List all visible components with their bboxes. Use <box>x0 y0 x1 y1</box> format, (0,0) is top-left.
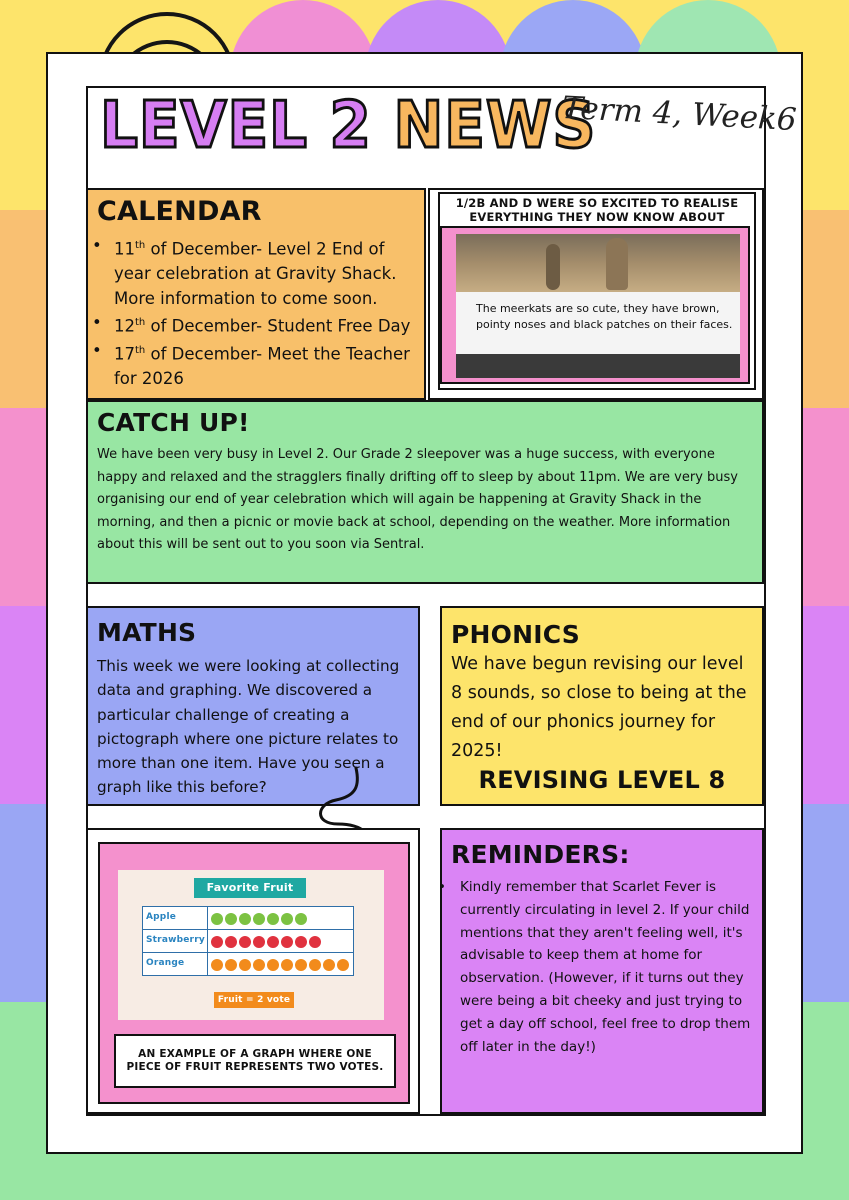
term-week-label: Term 4, Week6 <box>561 89 798 139</box>
row-label: Strawberry <box>146 935 205 945</box>
orange-icon <box>281 959 293 971</box>
reminder-item: • Kindly remember that Scarlet Fever is currently circulating in level 2. If your child mentions that they aren't feeling well, it's advisable to keep them at home for observation. (However, if it turns out they were being a bit cheeky and just trying to get a day off school, feel free to drop them off later in the day!) <box>436 876 758 1058</box>
orange-icon <box>309 959 321 971</box>
sentences-caption: 1/2B AND D WERE SO EXCITED TO REALISE EVERYTHING THEY NOW KNOW ABOUT <box>455 196 739 224</box>
phonics-body: We have begun revising our level 8 sounds, so close to being at the end of our phonics journey for 2025! <box>451 654 747 761</box>
pictograph-row <box>143 953 353 976</box>
reminders-heading: REMINDERS: <box>451 840 630 869</box>
board-sentence-line-2: pointy noses and black patches on their faces. <box>476 318 733 331</box>
title-level-2: LEVEL 2 <box>100 89 372 163</box>
calendar-list <box>90 234 424 392</box>
apple-icon <box>267 913 279 925</box>
sentences-photo-frame <box>440 226 750 384</box>
graph-caption: AN EXAMPLE OF A GRAPH WHERE ONE PIECE OF FRUIT REPRESENTS TWO VOTES. <box>114 1034 396 1088</box>
maths-heading: MATHS <box>97 618 197 647</box>
reminders-list <box>436 876 758 1058</box>
pictograph-row <box>143 930 353 953</box>
orange-icon <box>295 959 307 971</box>
maths-body: This week we were looking at collecting data and graphing. We discovered a particular challenge of creating a pictograph where one picture relates to more than one item. Have you seen a graph like this before? <box>97 657 400 797</box>
row-icons <box>207 907 307 930</box>
calendar-item-2: • 12th of December- Student Free Day <box>90 311 424 339</box>
board-sentence-line-1: The meerkats are so cute, they have brown, <box>476 302 720 315</box>
pictograph-table <box>142 906 354 976</box>
row-icons <box>207 930 321 953</box>
calendar-heading: CALENDAR <box>97 196 262 227</box>
apple-icon <box>281 913 293 925</box>
catch-up-section <box>86 400 764 584</box>
orange-icon <box>267 959 279 971</box>
catch-up-body: We have been very busy in Level 2. Our Grade 2 sleepover was a huge success, with everyone happy and relaxed and the stragglers finally drifting off to sleep by about 11pm. We are very busy organising our end of year celebration which will again be happening at Gravity Shack in the morning, and then a picnic or movie back at school, depending on the weather. More information about this will be sent out to you soon via Sentral. <box>97 447 738 552</box>
apple-icon <box>225 913 237 925</box>
apple-icon <box>239 913 251 925</box>
row-label: Orange <box>146 958 185 968</box>
strawberry-icon <box>281 936 293 948</box>
orange-icon <box>337 959 349 971</box>
strawberry-icon <box>253 936 265 948</box>
apple-icon <box>253 913 265 925</box>
row-label: Apple <box>146 912 177 922</box>
apple-icon <box>295 913 307 925</box>
orange-icon <box>225 959 237 971</box>
orange-icon <box>211 959 223 971</box>
strawberry-icon <box>267 936 279 948</box>
strawberry-icon <box>239 936 251 948</box>
strawberry-icon <box>211 936 223 948</box>
pictograph-key: Fruit = 2 vote <box>214 992 294 1008</box>
strawberry-icon <box>309 936 321 948</box>
orange-icon <box>253 959 265 971</box>
title-news: NEWS <box>393 89 597 163</box>
strawberry-icon <box>295 936 307 948</box>
pictograph-row <box>143 907 353 930</box>
orange-icon <box>323 959 335 971</box>
calendar-item-1: • 11th of December- Level 2 End of year celebration at Gravity Shack. More information to come soon. <box>90 234 424 311</box>
sentences-section <box>428 188 764 400</box>
newsletter-title <box>100 89 597 163</box>
graph-example-frame <box>98 842 410 1104</box>
calendar-section <box>86 188 426 400</box>
pictograph-title: Favorite Fruit <box>194 878 306 898</box>
pictograph-image <box>118 870 384 1020</box>
calendar-item-3: • 17th of December- Meet the Teacher for 2026 <box>90 339 424 392</box>
row-icons <box>207 953 349 976</box>
apple-icon <box>211 913 223 925</box>
phonics-section <box>440 606 764 806</box>
phonics-heading: PHONICS <box>451 620 580 649</box>
strawberry-icon <box>225 936 237 948</box>
catch-up-heading: CATCH UP! <box>97 408 250 437</box>
graph-example-section <box>86 828 420 1114</box>
reminders-section <box>440 828 764 1114</box>
phonics-subheading: REVISING LEVEL 8 <box>478 766 726 794</box>
sentences-whiteboard-photo <box>456 234 740 378</box>
orange-icon <box>239 959 251 971</box>
